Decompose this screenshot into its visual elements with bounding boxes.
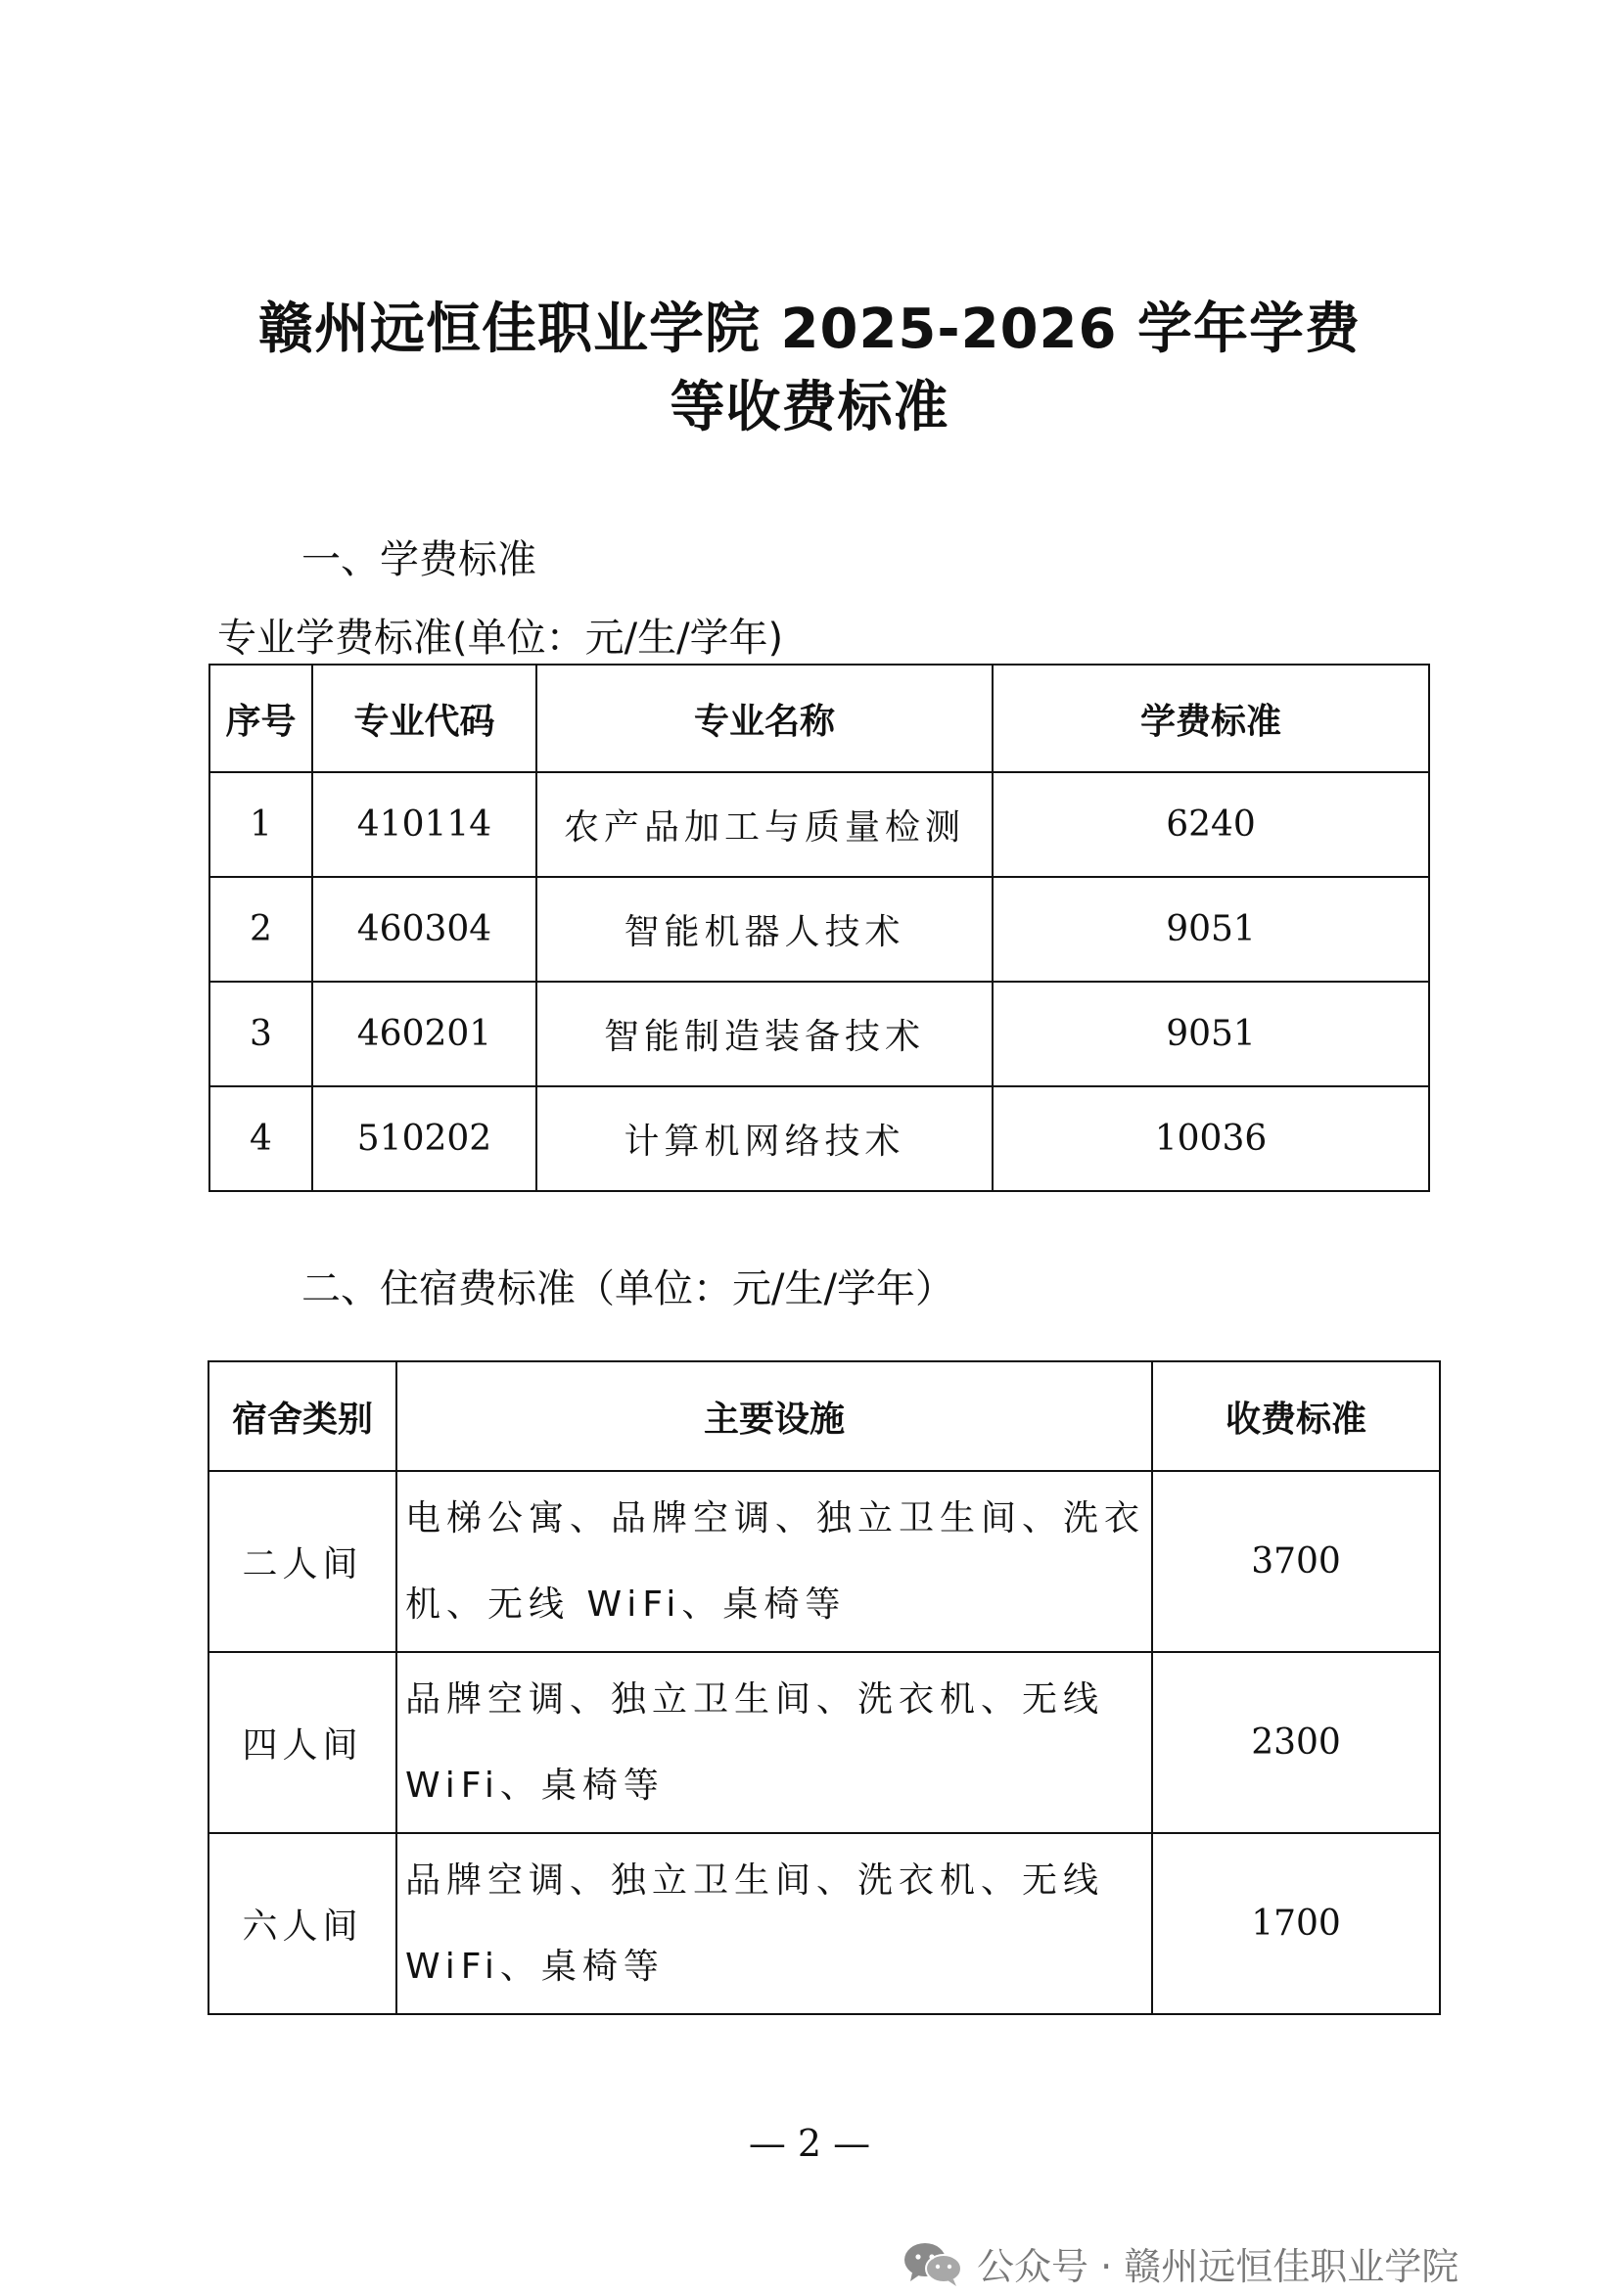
document-title-line1: 赣州远恒佳职业学院 2025-2026 学年学费 xyxy=(258,298,1361,361)
room-facilities: 电梯公寓、品牌空调、独立卫生间、洗衣机、无线 WiFi、桌椅等 xyxy=(396,1471,1152,1652)
column-header: 学费标准 xyxy=(993,665,1429,772)
column-header: 专业名称 xyxy=(536,665,993,772)
table-row xyxy=(209,772,1429,877)
row-number: 4 xyxy=(209,1086,312,1191)
wechat-watermark xyxy=(902,2236,1458,2290)
table-header-row xyxy=(209,665,1429,772)
page-number: — 2 — xyxy=(748,2122,871,2165)
room-type: 四人间 xyxy=(208,1652,396,1833)
room-facilities: 品牌空调、独立卫生间、洗衣机、无线WiFi、桌椅等 xyxy=(396,1652,1152,1833)
column-header: 收费标准 xyxy=(1152,1361,1440,1471)
major-code: 410114 xyxy=(312,772,536,877)
table-row xyxy=(209,982,1429,1086)
column-header: 主要设施 xyxy=(396,1361,1152,1471)
table-row xyxy=(209,877,1429,982)
tuition-table xyxy=(208,664,1430,1192)
row-number: 2 xyxy=(209,877,312,982)
tuition-fee: 9051 xyxy=(993,877,1429,982)
column-header: 专业代码 xyxy=(312,665,536,772)
major-name: 农产品加工与质量检测 xyxy=(536,772,993,877)
section1-heading: 一、学费标准 xyxy=(301,537,536,582)
major-code: 460201 xyxy=(312,982,536,1086)
major-name: 计算机网络技术 xyxy=(536,1086,993,1191)
tuition-fee: 6240 xyxy=(993,772,1429,877)
room-facilities: 品牌空调、独立卫生间、洗衣机、无线WiFi、桌椅等 xyxy=(396,1833,1152,2014)
row-number: 1 xyxy=(209,772,312,877)
tuition-fee: 9051 xyxy=(993,982,1429,1086)
room-type: 二人间 xyxy=(208,1471,396,1652)
column-header: 宿舍类别 xyxy=(208,1361,396,1471)
room-fee: 1700 xyxy=(1152,1833,1440,2014)
section2-heading: 二、住宿费标准（单位：元/生/学年） xyxy=(301,1266,954,1311)
table-row xyxy=(208,1833,1440,2014)
row-number: 3 xyxy=(209,982,312,1086)
column-header: 序号 xyxy=(209,665,312,772)
major-code: 460304 xyxy=(312,877,536,982)
section1-subheading: 专业学费标准(单位：元/生/学年) xyxy=(217,616,784,661)
room-fee: 2300 xyxy=(1152,1652,1440,1833)
major-name: 智能机器人技术 xyxy=(536,877,993,982)
tuition-fee: 10036 xyxy=(993,1086,1429,1191)
table-header-row xyxy=(208,1361,1440,1471)
major-code: 510202 xyxy=(312,1086,536,1191)
major-name: 智能制造装备技术 xyxy=(536,982,993,1086)
watermark-text: 公众号 · 赣州远恒佳职业学院 xyxy=(977,2245,1459,2288)
dormitory-table xyxy=(208,1360,1441,2015)
document-title-line2: 等收费标准 xyxy=(670,376,949,439)
table-row xyxy=(208,1652,1440,1833)
wechat-icon xyxy=(902,2240,963,2287)
room-fee: 3700 xyxy=(1152,1471,1440,1652)
table-row xyxy=(208,1471,1440,1652)
room-type: 六人间 xyxy=(208,1833,396,2014)
table-row xyxy=(209,1086,1429,1191)
